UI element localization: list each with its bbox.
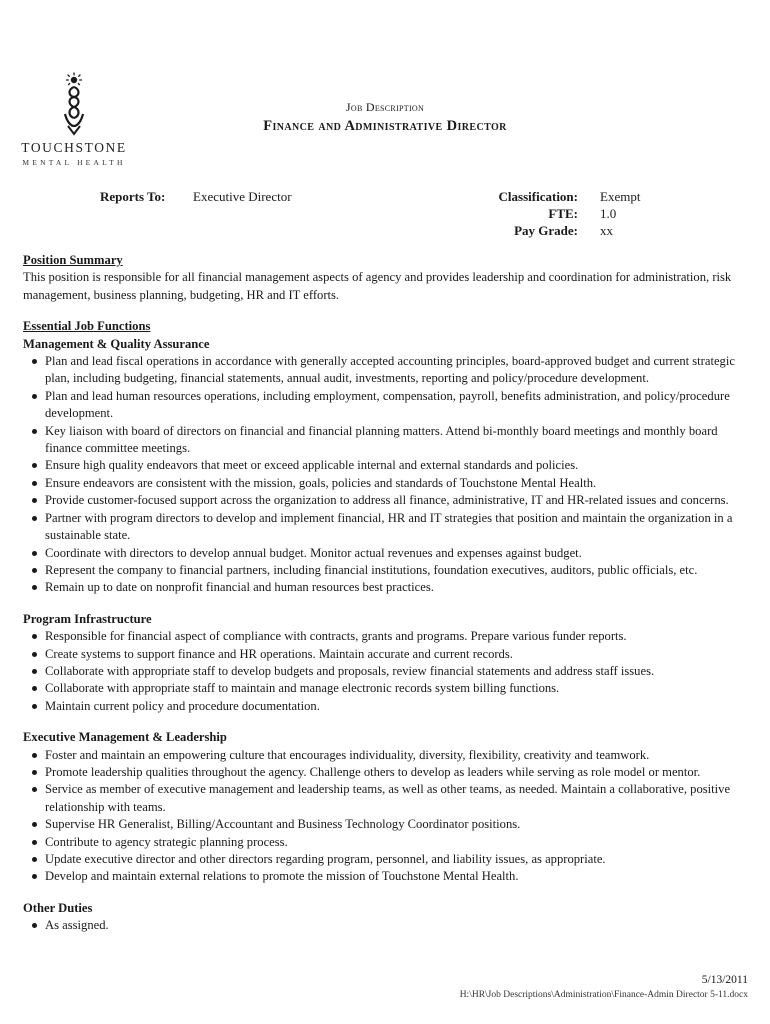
bullet-icon [32,753,37,758]
classification-label: Classification: [498,189,578,204]
list-item [23,917,753,934]
logo-subtitle: MENTAL HEALTH [22,158,126,167]
list-item-text: Foster and maintain an empowering culture that encourages individuality, diversity, flexibility, creativity and teamwork. [45,747,650,762]
program-infrastructure-heading: Program Infrastructure [23,611,152,626]
list-item [23,353,753,388]
bullet-icon [32,394,37,399]
list-item-text: Plan and lead human resources operations, including employment, compensation, payroll, benefits administration, and policy/procedure development. [45,388,730,421]
touchstone-logo [18,72,130,167]
list-item [23,663,753,680]
document-title: Finance and Administrative Director [263,118,507,134]
list-item [23,781,753,816]
list-item-text: Create systems to support finance and HR operations. Maintain accurate and current records. [45,646,513,661]
list-item [23,579,753,596]
list-item [23,457,753,474]
bullet-icon [32,840,37,845]
list-item-text: Partner with program directors to develop and implement financial, HR and IT strategies that position and maintain the organization in a sustainable state. [45,510,733,543]
list-item-text: Coordinate with directors to develop annual budget. Monitor actual revenues and expenses against budget. [45,545,582,560]
position-summary-text: This position is responsible for all financial management aspects of agency and provides leadership and coordination for administration, risk management, business planning, budgeting, HR and IT efforts. [23,270,732,302]
document-label: Job Description [345,100,425,114]
bullet-icon [32,770,37,775]
bullet-icon [32,516,37,521]
bullet-icon [32,669,37,674]
touchstone-figure-icon [59,72,89,136]
list-item [23,816,753,833]
list-item [23,628,753,645]
list-item-text: Service as member of executive management and leadership teams, as well as other teams, as needed. Maintain a collaborative, positive relationship with teams. [45,782,731,814]
list-item-text: Update executive director and other directors regarding program, personnel, and liability issues, as appropriate. [45,852,606,866]
list-item [23,747,753,764]
pay-grade-value: xx [600,223,613,238]
logo-name: TOUCHSTONE [21,140,127,155]
reports-to-value: Executive Director [193,189,292,204]
list-item-text: Maintain current policy and procedure documentation. [45,698,320,713]
bullet-icon [32,686,37,691]
executive-management-list [23,747,753,886]
pay-grade-label: Pay Grade: [514,223,578,238]
other-duties-heading: Other Duties [23,900,93,915]
essential-functions-heading: Essential Job Functions [23,319,151,334]
footer-date: 5/13/2011 [701,974,748,986]
management-qa-list [23,353,753,597]
list-item [23,510,753,545]
list-item [23,646,753,663]
classification-labels [470,188,578,239]
list-item [23,834,753,851]
document-body [23,252,753,935]
bullet-icon [32,822,37,827]
bullet-icon [32,923,37,928]
bullet-icon [32,857,37,862]
footer-file-path: H:\HR\Job Descriptions\Administration\Finance-Admin Director 5-11.docx [459,990,748,1000]
bullet-icon [32,585,37,590]
bullet-icon [32,551,37,556]
list-item-text: Represent the company to financial partners, including financial institutions, foundation executives, auditors, public officials, etc. [45,562,698,577]
fte-value: 1.0 [600,206,617,221]
bullet-icon [32,568,37,573]
bullet-icon [32,787,37,792]
reports-to-label: Reports To: [100,189,166,204]
management-qa-heading: Management & Quality Assurance [23,336,210,351]
list-item [23,423,753,458]
bullet-icon [32,359,37,364]
list-item-text: Collaborate with appropriate staff to maintain and manage electronic records system billing functions. [45,681,560,696]
list-item [23,680,753,697]
list-item [23,388,753,423]
list-item-text: Ensure endeavors are consistent with the mission, goals, policies and standards of Touchstone Mental Health. [45,475,597,490]
classification-value: Exempt [600,189,641,204]
list-item [23,492,753,509]
bullet-icon [32,498,37,503]
bullet-icon [32,634,37,639]
list-item-text: As assigned. [45,918,109,933]
list-item [23,868,753,885]
position-summary-heading: Position Summary [23,253,123,267]
list-item [23,698,753,715]
list-item-text: Develop and maintain external relations to promote the mission of Touchstone Mental Health. [45,869,519,884]
list-item-text: Key liaison with board of directors on financial and financial planning matters. Attend bi-monthly board meetings and monthly board finance committee meetings. [45,423,718,456]
list-item-text: Supervise HR Generalist, Billing/Accountant and Business Technology Coordinator positions. [45,817,521,832]
bullet-icon [32,429,37,434]
list-item-text: Ensure high quality endeavors that meet or exceed applicable internal and external standards and policies. [45,458,579,473]
list-item-text: Responsible for financial aspect of compliance with contracts, grants and programs. Prepare various funder reports. [45,629,627,644]
other-duties-list [23,917,753,934]
list-item-text: Plan and lead fiscal operations in accordance with generally accepted accounting principles, board-approved budget and current strategic plan, including budgeting, financial statements, annual audit, investments, reporting and policy/procedure development. [45,354,735,386]
list-item [23,562,753,579]
bullet-icon [32,704,37,709]
list-item-text: Collaborate with appropriate staff to develop budgets and proposals, review financial statements and address staff issues. [45,663,655,678]
executive-management-heading: Executive Management & Leadership [23,730,227,745]
list-item-text: Provide customer-focused support across the organization to address all finance, administrative, IT and HR-related issues and concerns. [45,493,729,508]
list-item [23,475,753,492]
bullet-icon [32,652,37,657]
list-item [23,545,753,562]
classification-values [600,188,640,239]
program-infrastructure-list [23,628,753,715]
fte-label: FTE: [548,206,578,221]
list-item-text: Contribute to agency strategic planning process. [45,834,288,849]
bullet-icon [32,463,37,468]
list-item [23,851,753,868]
bullet-icon [32,481,37,486]
list-item-text: Promote leadership qualities throughout the agency. Challenge others to develop as leaders while serving as role model or mentor. [45,764,701,779]
bullet-icon [32,874,37,879]
list-item [23,764,753,781]
list-item-text: Remain up to date on nonprofit financial and human resources best practices. [45,580,434,595]
